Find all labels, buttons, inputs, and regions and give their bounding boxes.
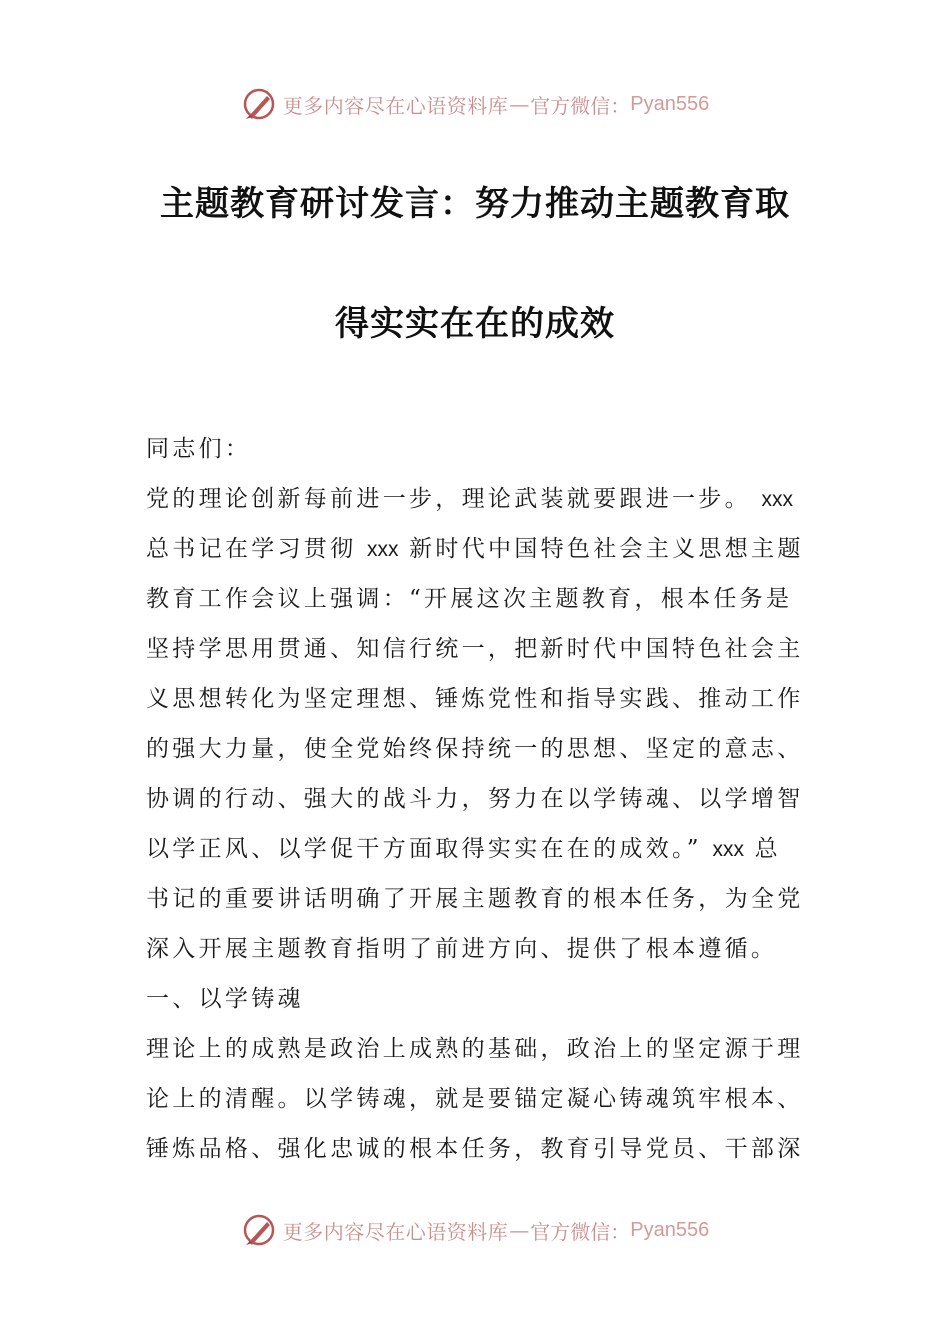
header-watermark-banner: [0, 79, 950, 129]
banner-separator: —: [509, 1218, 530, 1242]
banner-wechat-id: Pyan556: [630, 92, 710, 115]
banner-separator: —: [509, 92, 530, 116]
banner-wechat-label: 官方微信：: [530, 93, 631, 118]
document-title-line-1: 主题教育研讨发言：努力推动主题教育取: [160, 184, 790, 224]
body-line: 深入开展主题教育指明了前进方向、提供了根本遵循。: [146, 936, 778, 962]
banner-text: 更多内容尽在心语资料库: [282, 1219, 509, 1244]
banner-text: 更多内容尽在心语资料库: [282, 93, 509, 118]
body-line: 的强大力量，使全党始终保持统一的思想、坚定的意志、: [146, 736, 804, 762]
body-line: 协调的行动、强大的战斗力，努力在以学铸魂、以学增智: [146, 786, 804, 812]
body-line: 党的理论创新每前进一步，理论武装就要跟进一步。 xxx: [146, 486, 794, 512]
body-line: 教育工作会议上强调：“开展这次主题教育，根本任务是: [146, 586, 793, 612]
banner-wechat-label: 官方微信：: [530, 1219, 631, 1244]
body-line: 论上的清醒。以学铸魂，就是要锚定凝心铸魂筑牢根本、: [146, 1086, 804, 1112]
pen-logo-icon: [241, 1212, 277, 1248]
body-line: 理论上的成熟是政治上成熟的基础，政治上的坚定源于理: [146, 1036, 804, 1062]
document-body: [146, 424, 806, 1174]
body-line: 同志们：: [146, 436, 252, 462]
body-line: 书记的重要讲话明确了开展主题教育的根本任务，为全党: [146, 886, 804, 912]
banner-wechat-id: Pyan556: [630, 1218, 710, 1241]
pen-logo-icon: [241, 86, 277, 122]
body-line: 以学正风、以学促干方面取得实实在在的成效。” xxx 总: [146, 836, 781, 862]
document-title-line-2: 得实实在在的成效: [335, 304, 615, 344]
body-line: 义思想转化为坚定理想、锤炼党性和指导实践、推动工作: [146, 686, 804, 712]
footer-watermark-banner: [0, 1205, 950, 1255]
body-line: 总书记在学习贯彻 xxx 新时代中国特色社会主义思想主题: [146, 536, 804, 562]
section-heading: 一、以学铸魂: [146, 986, 304, 1012]
body-line: 锤炼品格、强化忠诚的根本任务，教育引导党员、干部深: [146, 1136, 804, 1162]
body-line: 坚持学思用贯通、知信行统一，把新时代中国特色社会主: [146, 636, 804, 662]
